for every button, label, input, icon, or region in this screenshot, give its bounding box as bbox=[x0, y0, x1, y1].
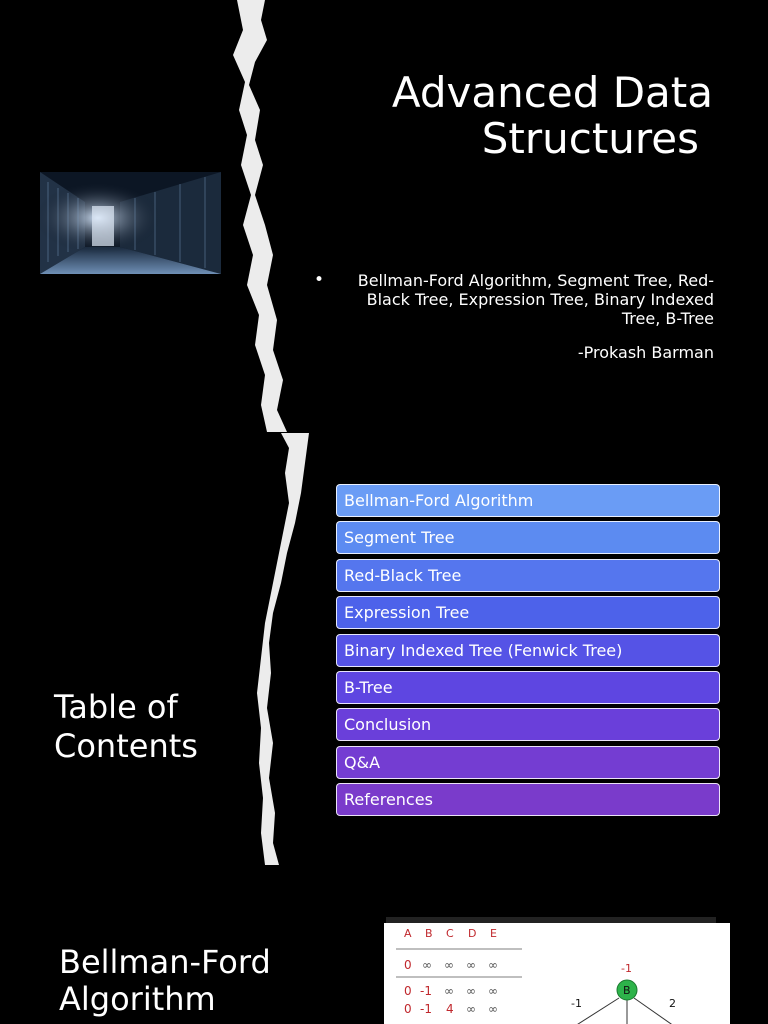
slide-title[interactable] bbox=[0, 0, 768, 432]
distance-table-header bbox=[404, 927, 497, 940]
row2-e: ∞ bbox=[488, 984, 498, 998]
toc-title-line-2: Contents bbox=[54, 727, 198, 765]
subtitle-topics bbox=[314, 270, 714, 328]
row2-a: 0 bbox=[404, 984, 412, 998]
edge-label-left: -1 bbox=[571, 997, 582, 1010]
toc-item[interactable]: Q&A bbox=[336, 746, 720, 779]
row1-a: 0 bbox=[404, 958, 412, 972]
row3-c: 4 bbox=[446, 1002, 454, 1016]
server-room-image bbox=[40, 172, 221, 274]
row3-b: -1 bbox=[420, 1002, 432, 1016]
toc-title-line-1: Table of bbox=[54, 688, 178, 726]
header-e: E bbox=[490, 927, 497, 940]
slide-table-of-contents[interactable] bbox=[0, 433, 768, 865]
row1-c: ∞ bbox=[444, 958, 454, 972]
row2-c: ∞ bbox=[444, 984, 454, 998]
row1-d: ∞ bbox=[466, 958, 476, 972]
torn-paper-divider bbox=[225, 0, 295, 432]
header-d: D bbox=[468, 927, 477, 940]
row3-a: 0 bbox=[404, 1002, 412, 1016]
author-name: -Prokash Barman bbox=[577, 343, 714, 362]
distance-row-1 bbox=[404, 958, 498, 972]
row1-e: ∞ bbox=[488, 958, 498, 972]
torn-paper-divider bbox=[255, 433, 315, 865]
toc-item[interactable]: Binary Indexed Tree (Fenwick Tree) bbox=[336, 634, 720, 667]
graph-edges bbox=[564, 998, 684, 1024]
distance-row-2 bbox=[404, 984, 498, 998]
header-b: B bbox=[425, 927, 433, 940]
toc-title bbox=[54, 688, 254, 766]
edge-label-right: 2 bbox=[669, 997, 676, 1010]
row1-b: ∞ bbox=[422, 958, 432, 972]
slide-bellman-ford[interactable] bbox=[0, 866, 768, 1024]
toc-item[interactable]: Red-Black Tree bbox=[336, 559, 720, 592]
section-title bbox=[59, 944, 359, 1018]
section-title-line-2: Algorithm bbox=[59, 980, 216, 1018]
toc-item[interactable]: B-Tree bbox=[336, 671, 720, 704]
bellman-ford-diagram bbox=[384, 923, 730, 1024]
toc-item[interactable]: Conclusion bbox=[336, 708, 720, 741]
toc-item[interactable]: References bbox=[336, 783, 720, 816]
row2-d: ∞ bbox=[466, 984, 476, 998]
node-label-b: B bbox=[623, 984, 631, 997]
row2-b: -1 bbox=[420, 984, 432, 998]
title-line-1: Advanced Data bbox=[391, 68, 713, 117]
header-c: C bbox=[446, 927, 454, 940]
edge-label-top: -1 bbox=[621, 962, 632, 975]
toc-item[interactable]: Bellman-Ford Algorithm bbox=[336, 484, 720, 517]
toc-list bbox=[336, 484, 720, 821]
distance-row-3 bbox=[404, 1002, 498, 1016]
page-title bbox=[273, 70, 713, 162]
subtitle-text: Bellman-Ford Algorithm, Segment Tree, Red-Black Tree, Expression Tree, Binary Indexed Tree, B-Tree bbox=[357, 271, 714, 328]
title-line-2: Structures bbox=[481, 114, 699, 163]
bullet-marker: • bbox=[314, 270, 325, 290]
toc-item[interactable]: Segment Tree bbox=[336, 521, 720, 554]
row3-e: ∞ bbox=[488, 1002, 498, 1016]
toc-item[interactable]: Expression Tree bbox=[336, 596, 720, 629]
section-title-line-1: Bellman-Ford bbox=[59, 943, 271, 981]
row3-d: ∞ bbox=[466, 1002, 476, 1016]
header-a: A bbox=[404, 927, 412, 940]
